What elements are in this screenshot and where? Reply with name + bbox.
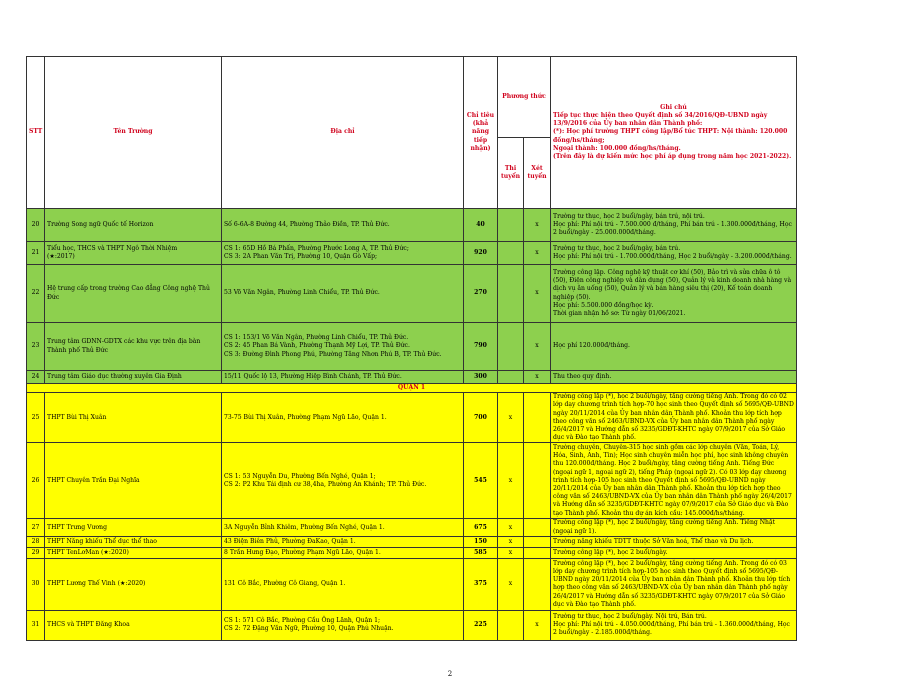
exam-cell: x [498, 443, 524, 519]
stt-cell: 21 [27, 242, 45, 265]
school-name-cell: THPT Lương Thế Vinh (★:2020) [45, 558, 222, 610]
school-name-cell: THPT Trưng Vương [45, 519, 222, 536]
school-name-cell: Trường Song ngữ Quốc tế Horizon [45, 209, 222, 242]
address-cell: Số 6-6A-8 Đường 44, Phường Thảo Điền, TP. Thủ Đức. [222, 209, 464, 242]
stt-cell: 27 [27, 519, 45, 536]
address-cell: 8 Trần Hưng Đạo, Phường Phạm Ngũ Lão, Quận 1. [222, 547, 464, 558]
quota-cell: 700 [464, 393, 498, 443]
exam-cell: x [498, 393, 524, 443]
school-name-cell: THPT Năng khiếu Thể dục thể thao [45, 536, 222, 547]
address-cell: 3A Nguyễn Bỉnh Khiêm, Phường Bến Nghé, Quận 1. [222, 519, 464, 536]
note-cell: Trường công lập (*), học 2 buổi/ngày, tăng cường tiếng Anh. Tiếng Nhật (ngoại ngữ 1). [551, 519, 797, 536]
exam-cell: x [498, 547, 524, 558]
quota-cell: 225 [464, 610, 498, 640]
note-cell: Thu theo quy định. [551, 371, 797, 384]
review-cell: x [524, 371, 551, 384]
table-row [27, 242, 797, 265]
review-cell: x [524, 209, 551, 242]
header-note-line: Tiếp tục thực hiện theo Quyết định số 34/2016/QĐ-UBND ngày 13/9/2016 của Ủy ban nhân dân Thành phố: [553, 111, 768, 128]
header-school: Tên Trường [45, 57, 222, 209]
exam-cell [498, 371, 524, 384]
quota-cell: 375 [464, 558, 498, 610]
table-row [27, 610, 797, 640]
note-cell: Trường chuyên, Chuyên-315 học sinh gồm các lớp chuyên (Văn, Toán, Lý, Hóa, Sinh, Anh, Tin); Học sinh chuyên miễn học phí, học sinh không chuyên thu 120.000đ/tháng. Học 2 buổi/ngày, tăng cường tiếng Anh. Tiếng Đức (ngoại ngữ 1, ngoại ngữ 2), tiếng Pháp (ngoại ngữ 2). Có 03 lớp dạy chương trình tích hợp-105 học sinh theo Quyết định số 5695/QĐ-UBND ngày 20/11/2014 của Ủy ban nhân dân Thành phố. Khoản thu lớp tích hợp theo công văn số 2463/UBND-VX của Ủy ban nhân dân Thành phố ngày 26/4/2017 và Hướng dẫn số 3235/GDĐT-KHTC ngày 07/9/2017 của Sở Giáo dục và Đào tạo Thành phố. Khoản thu dự án kích cầu: 145.000đ/hs/tháng. [551, 443, 797, 519]
review-cell [524, 443, 551, 519]
review-cell [524, 393, 551, 443]
stt-cell: 30 [27, 558, 45, 610]
stt-cell: 29 [27, 547, 45, 558]
header-method: Phương thức [498, 57, 551, 138]
table-row [27, 265, 797, 323]
review-cell: x [524, 265, 551, 323]
exam-cell [498, 265, 524, 323]
stt-cell: 20 [27, 209, 45, 242]
school-name-cell: Trung tâm Giáo dục thường xuyên Gia Định [45, 371, 222, 384]
school-name-cell: Tiểu học, THCS và THPT Ngô Thời Nhiệm (★:2017) [45, 242, 222, 265]
review-cell: x [524, 610, 551, 640]
table-row [27, 209, 797, 242]
school-name-cell: THPT Bùi Thị Xuân [45, 393, 222, 443]
school-name-cell: THPT Chuyên Trần Đại Nghĩa [45, 443, 222, 519]
review-cell [524, 536, 551, 547]
stt-cell: 26 [27, 443, 45, 519]
quota-cell: 300 [464, 371, 498, 384]
stt-cell: 23 [27, 323, 45, 371]
section-title: QUẬN 1 [27, 384, 797, 393]
note-cell: Trường năng khiếu TDTT thuộc Sở Văn hoá, Thể thao và Du lịch. [551, 536, 797, 547]
exam-cell [498, 323, 524, 371]
table-row [27, 519, 797, 536]
address-cell: 53 Võ Văn Ngân, Phường Linh Chiểu, TP. Thủ Đức. [222, 265, 464, 323]
stt-cell: 28 [27, 536, 45, 547]
address-cell: 15/11 Quốc lộ 13, Phường Hiệp Bình Chánh, TP. Thủ Đức. [222, 371, 464, 384]
review-cell [524, 558, 551, 610]
header-note-line: Ngoại thành: 100.000 đồng/hs/tháng. [553, 144, 681, 152]
quota-cell: 920 [464, 242, 498, 265]
school-table [26, 56, 797, 641]
table-row [27, 443, 797, 519]
review-cell: x [524, 323, 551, 371]
review-cell [524, 519, 551, 536]
header-note-title: Ghi chú [660, 103, 687, 111]
school-name-cell: Hệ trung cấp trong trường Cao đẳng Công nghệ Thủ Đức [45, 265, 222, 323]
address-cell: 73-75 Bùi Thị Xuân, Phường Phạm Ngũ Lão, Quận 1. [222, 393, 464, 443]
review-cell: x [524, 242, 551, 265]
quota-cell: 40 [464, 209, 498, 242]
header-exam: Thi tuyển [498, 138, 524, 209]
table-row [27, 536, 797, 547]
exam-cell [498, 209, 524, 242]
section-row-quan-1 [27, 384, 797, 393]
page-number: 2 [447, 670, 453, 678]
table-row [27, 371, 797, 384]
exam-cell: x [498, 536, 524, 547]
stt-cell: 24 [27, 371, 45, 384]
note-cell: Trường công lập (*), học 2 buổi/ngày. [551, 547, 797, 558]
exam-cell: x [498, 519, 524, 536]
exam-cell [498, 610, 524, 640]
quota-cell: 545 [464, 443, 498, 519]
note-cell: Trường tư thục, học 2 buổi/ngày, bán trú. Học phí: Phí nội trú - 1.700.000đ/tháng, Học 2 buổi/ngày - 3.200.000đ/tháng. [551, 242, 797, 265]
note-cell: Trường công lập (*), học 2 buổi/ngày, tăng cường tiếng Anh. Trong đó có 02 lớp dạy chương trình tích hợp-70 học sinh theo Quyết định số 5695/QĐ-UBND ngày 20/11/2014 của Ủy ban nhân dân Thành phố. Khoản thu lớp tích hợp theo công văn số 2463/UBND-VX của Ủy ban nhân dân Thành phố ngày 26/4/2017 và Hướng dẫn số 3235/GDĐT-KHTC ngày 07/9/2017 của Sở Giáo dục và Đào tạo Thành phố. [551, 393, 797, 443]
note-cell: Trường công lập (*), học 2 buổi/ngày, tăng cường tiếng Anh. Trong đó có 03 lớp dạy chương trình tích hợp-105 học sinh theo Quyết định số 5695/QĐ-UBND ngày 20/11/2014 của Ủy ban nhân dân Thành phố. Khoản thu lớp tích hợp theo công văn số 2463/UBND-VX của Ủy ban nhân dân Thành phố ngày 26/4/2017 và Hướng dẫn số 3235/GDĐT-KHTC ngày 07/9/2017 của Sở Giáo dục và Đào tạo Thành phố. [551, 558, 797, 610]
address-cell: CS 1: 65D Hồ Bá Phấn, Phường Phước Long A, TP. Thủ Đức; CS 3: 2A Phan Văn Trị, Phường 10, Quận Gò Vấp; [222, 242, 464, 265]
quota-cell: 675 [464, 519, 498, 536]
table-row [27, 558, 797, 610]
address-cell: CS 1: 153/1 Võ Văn Ngân, Phường Linh Chiểu, TP. Thủ Đức. CS 2: 45 Phan Bá Vành, Phường Thạnh Mỹ Lợi, TP. Thủ Đức. CS 3: Đường Đình Phong Phú, Phường Tăng Nhơn Phú B, TP. Thủ Đức. [222, 323, 464, 371]
quota-cell: 270 [464, 265, 498, 323]
note-cell: Trường tư thục, học 2 buổi/ngày. Nội trú, Bán trú. Học phí: Phí nội trú - 4.050.000đ/tháng, Phí bán trú - 1.360.000đ/tháng, Học 2 buổi/ngày - 2.185.000đ/tháng. [551, 610, 797, 640]
table-row [27, 547, 797, 558]
exam-cell: x [498, 558, 524, 610]
stt-cell: 25 [27, 393, 45, 443]
note-cell: Học phí 120.000đ/tháng. [551, 323, 797, 371]
school-name-cell: THPT TenLơMan (★:2020) [45, 547, 222, 558]
address-cell: CS 1: 571 Cô Bắc, Phường Cầu Ông Lãnh, Quận 1; CS 2: 72 Đặng Văn Ngữ, Phường 10, Quận Phú Nhuận. [222, 610, 464, 640]
header-note-line: (Trên đây là dự kiến mức học phí áp dụng trong năm học 2021-2022). [553, 153, 792, 160]
quota-cell: 585 [464, 547, 498, 558]
note-cell: Trường tư thục, học 2 buổi/ngày, bán trú, nội trú. Học phí: Phí nội trú - 7.500.000 đ/tháng, Phí bán trú - 1.300.000đ/tháng, Học 2 buổi/ngày - 25.000.000đ/tháng. [551, 209, 797, 242]
table-row [27, 393, 797, 443]
header-stt: STT [27, 57, 45, 209]
review-cell [524, 547, 551, 558]
school-name-cell: Trung tâm GDNN-GDTX các khu vực trên địa bàn Thành phố Thủ Đức [45, 323, 222, 371]
stt-cell: 22 [27, 265, 45, 323]
header-address: Địa chỉ [222, 57, 464, 209]
note-cell: Trường công lập. Công nghệ kỹ thuật cơ khí (50), Bảo trì và sửa chữa ô tô (50), Điện công nghiệp và dân dụng (50), Quản lý và kinh doanh nhà hàng và dịch vụ ăn uống (50), Quản lý và bán hàng siêu thị (20), Kế toán doanh nghiệp (50). Học phí: 5.500.000 đồng/học kỳ. Thời gian nhận hồ sơ: Từ ngày 01/06/2021. [551, 265, 797, 323]
header-quota: Chỉ tiêu (khả năng tiếp nhận) [464, 57, 498, 209]
address-cell: 43 Điện Biên Phủ, Phường ĐaKao, Quận 1. [222, 536, 464, 547]
header-note [551, 57, 797, 209]
quota-cell: 790 [464, 323, 498, 371]
header-review: Xét tuyển [524, 138, 551, 209]
address-cell: CS 1: 53 Nguyễn Du, Phường Bến Nghé, Quận 1; CS 2: P2 Khu Tái định cư 38,4ha, Phường An Khánh; TP. Thủ Đức. [222, 443, 464, 519]
quota-cell: 150 [464, 536, 498, 547]
stt-cell: 31 [27, 610, 45, 640]
header-note-line: (*): Học phí trường THPT công lập/Bổ túc THPT: Nội thành: 120.000 đồng/hs/tháng; [553, 128, 788, 144]
address-cell: 131 Cô Bắc, Phường Cô Giang, Quận 1. [222, 558, 464, 610]
table-row [27, 323, 797, 371]
exam-cell [498, 242, 524, 265]
school-name-cell: THCS và THPT Đăng Khoa [45, 610, 222, 640]
header-row [27, 57, 797, 138]
